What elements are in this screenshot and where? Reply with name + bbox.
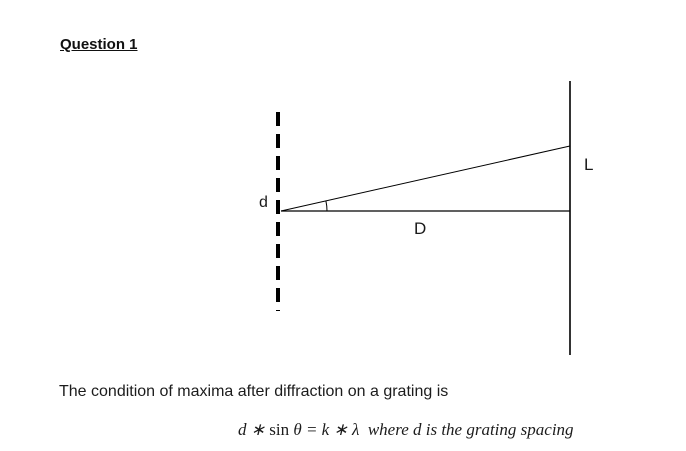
- formula-sin: sin: [269, 420, 290, 439]
- body-text: The condition of maxima after diffraction on a grating is: [59, 383, 449, 400]
- grating-spacing-label: d: [259, 194, 268, 211]
- diffraction-formula: [238, 420, 574, 440]
- formula-lead: d ∗: [238, 420, 270, 439]
- angle-arc: [326, 201, 327, 211]
- screen-offset-label: L: [584, 155, 594, 174]
- distance-label: D: [414, 219, 427, 238]
- formula-tail: θ = k ∗ λ where d is the grating spacing: [289, 420, 574, 439]
- question-title: Question 1: [60, 36, 138, 53]
- diffracted-ray-line: [281, 146, 570, 211]
